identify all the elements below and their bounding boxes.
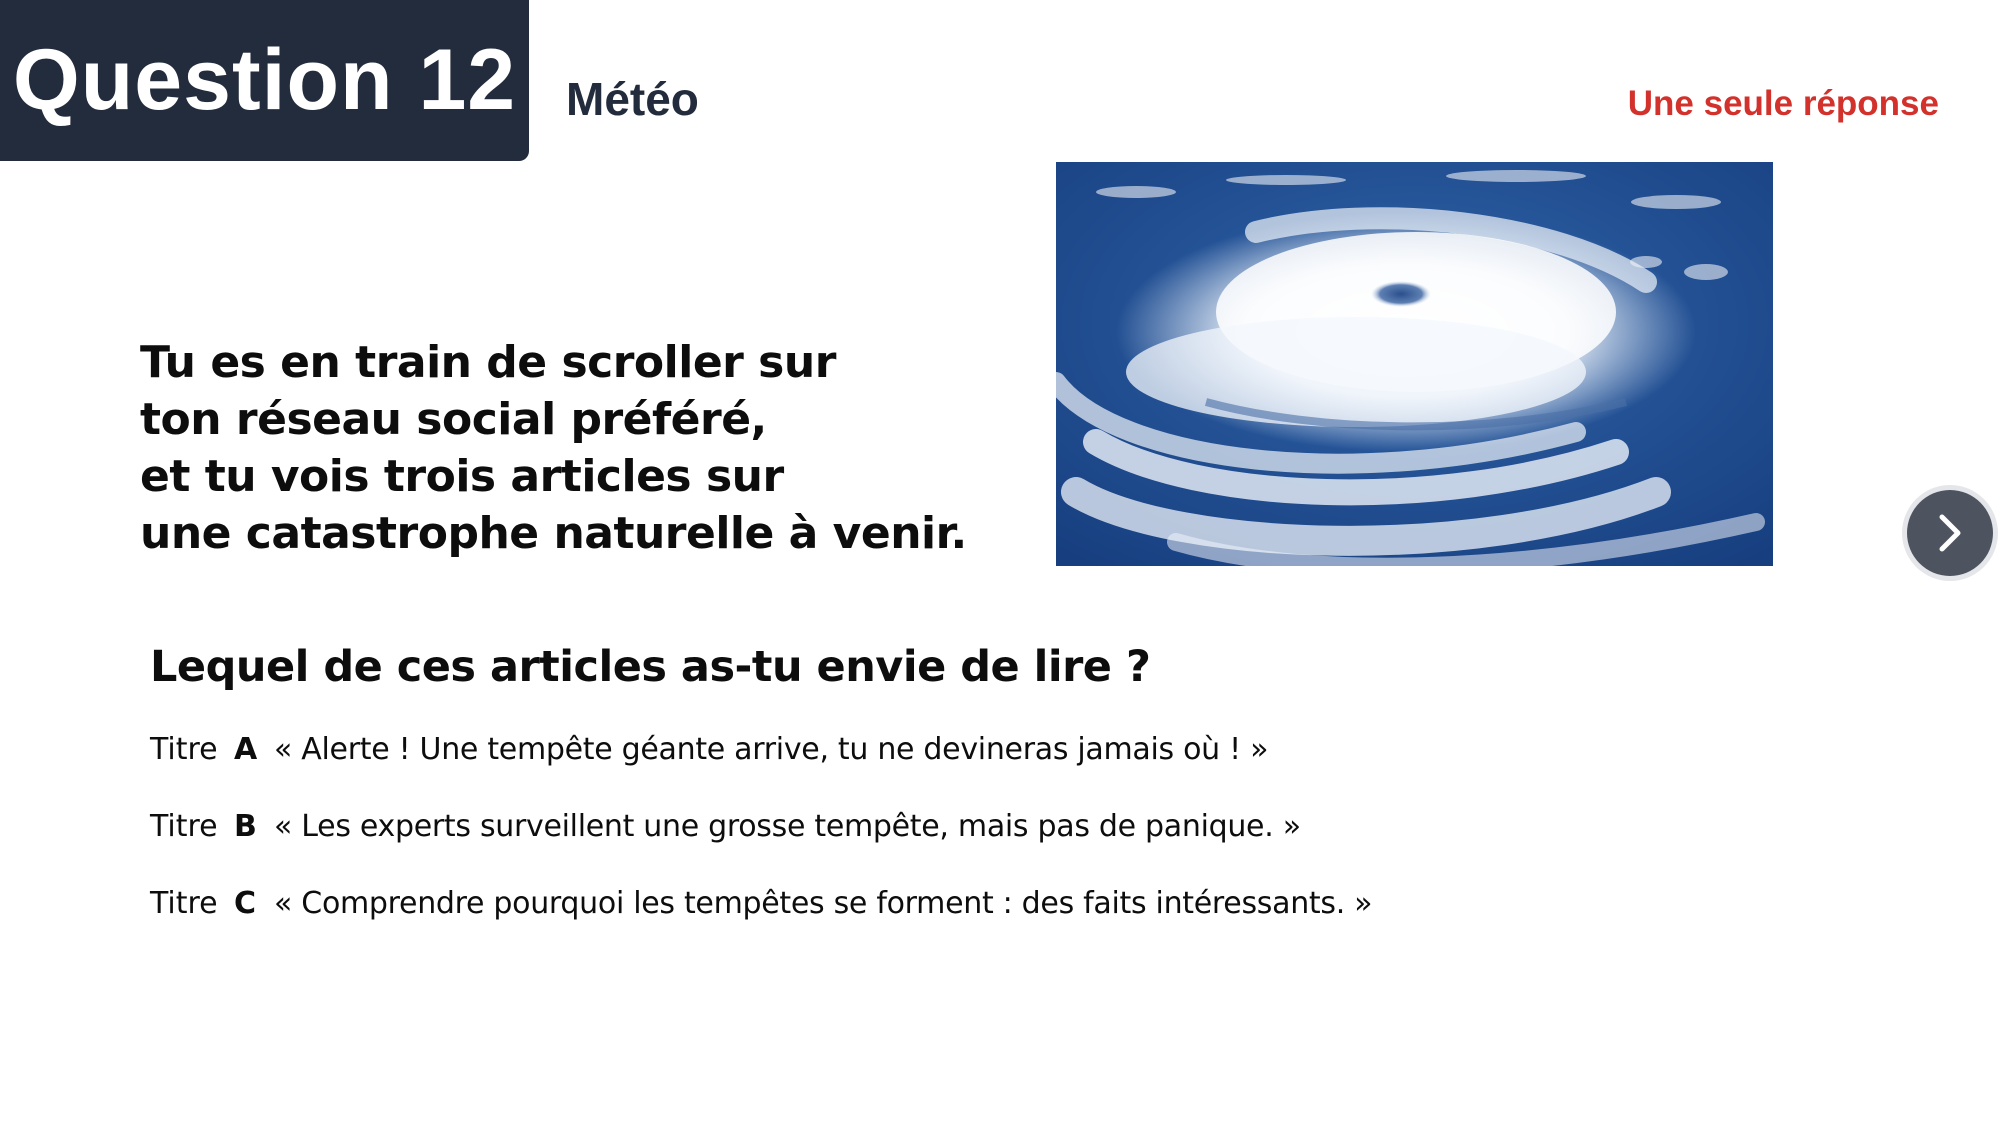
question-number-badge [0,0,529,161]
question-text: Lequel de ces articles as-tu envie de lire ? [150,642,1151,692]
chevron-right-icon [1933,513,1967,553]
option-letter: C [234,886,257,921]
option-title: « Comprendre pourquoi les tempêtes se forment : des faits intéressants. » [274,886,1373,921]
prompt-line: ton réseau social préféré, [140,394,767,445]
option-b[interactable] [150,809,1750,886]
option-c[interactable] [150,886,1750,963]
answer-options [150,732,1750,963]
option-prefix: Titre [150,732,218,767]
option-letter: A [234,732,258,767]
answer-mode-label: Une seule réponse [1627,84,1939,123]
prompt-line: Tu es en train de scroller sur [140,337,836,388]
prompt-line: et tu vois trois articles sur [140,451,784,502]
option-letter: B [234,809,257,844]
hurricane-image [1056,162,1773,566]
option-prefix: Titre [150,886,218,921]
next-button[interactable] [1907,490,1993,576]
question-number: Question 12 [12,31,517,128]
option-title: « Les experts surveillent une grosse tempête, mais pas de panique. » [274,809,1301,844]
option-prefix: Titre [150,809,218,844]
prompt-line: une catastrophe naturelle à venir. [140,508,967,559]
question-prompt [140,334,1040,562]
option-a[interactable] [150,732,1750,809]
option-title: « Alerte ! Une tempête géante arrive, tu ne devineras jamais où ! » [274,732,1269,767]
category-label: Météo [566,73,699,125]
